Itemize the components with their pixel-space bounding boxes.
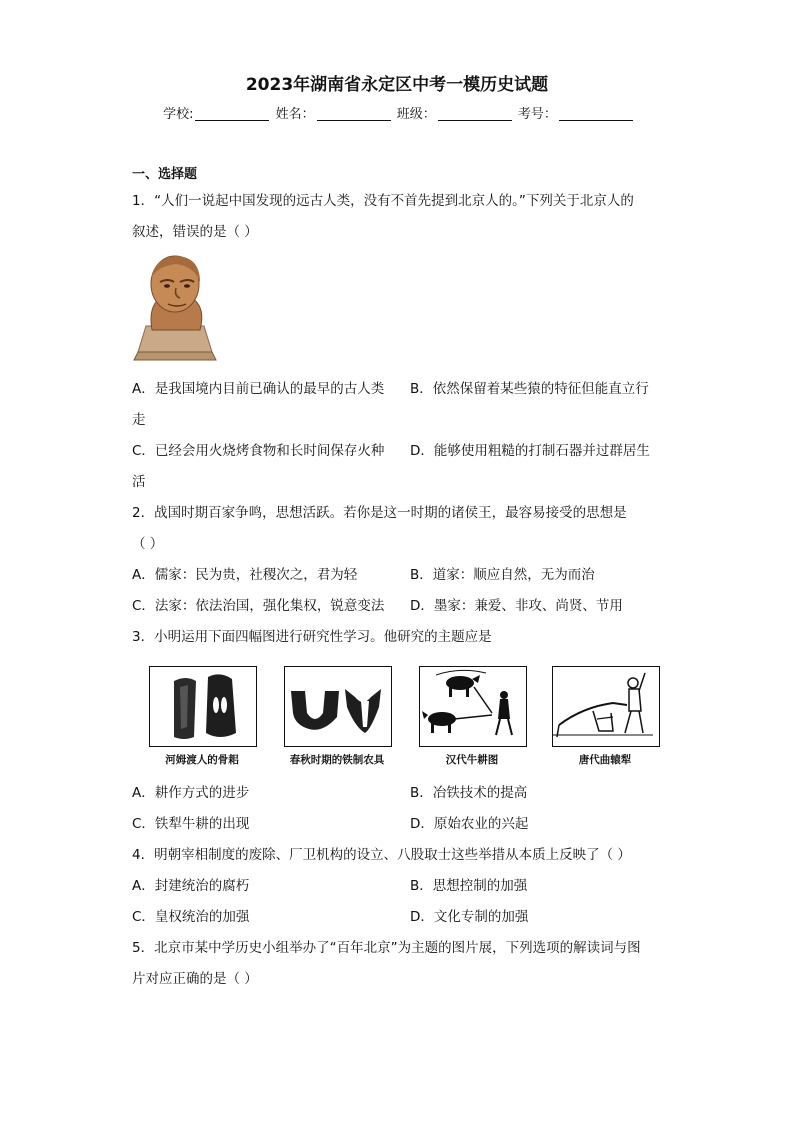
q4-stem-line1: 4．明朝宰相制度的废除、厂卫机构的设立、八股取士这些举措从本质上反映了（ ） [132, 847, 631, 863]
class-blank[interactable] [438, 106, 512, 121]
section-heading: 一、选择题 [132, 167, 198, 182]
q1-option-a[interactable]: A．是我国境内目前已确认的最早的古人类 [132, 381, 385, 397]
caption-iron-tools: 春秋时期的铁制农具 [289, 754, 385, 766]
q1-option-d-cont: 活 [132, 474, 146, 490]
q1-option-b-cont: 走 [132, 412, 146, 428]
q2-option-a[interactable]: A．儒家：民为贵，社稷次之，君为轻 [132, 567, 358, 583]
iron-tools-image [284, 666, 392, 747]
q3-option-a[interactable]: A．耕作方式的进步 [132, 785, 250, 801]
q3-stem-line1: 3．小明运用下面四幅图进行研究性学习。他研究的主题应是 [132, 629, 492, 645]
q2-option-b[interactable]: B．道家：顺应自然，无为而治 [410, 567, 595, 583]
page-title: 2023年湖南省永定区中考一模历史试题 [245, 75, 549, 95]
school-label: 学校: [163, 107, 194, 122]
q1-option-b[interactable]: B．依然保留着某些猿的特征但能直立行 [410, 381, 649, 397]
caption-bone-spade: 河姆渡人的骨耜 [165, 754, 239, 766]
exam-id-label: 考号： [517, 107, 557, 122]
q2-stem-line1: 2．战国时期百家争鸣，思想活跃。若你是这一时期的诸侯王，最容易接受的思想是 [132, 505, 627, 521]
q3-option-c[interactable]: C．铁犁牛耕的出现 [132, 816, 250, 832]
peking-man-bust-image [130, 252, 220, 362]
bone-spade-image [149, 666, 257, 747]
q4-option-d[interactable]: D．文化专制的加强 [410, 909, 529, 925]
caption-han-ox-plowing: 汉代牛耕图 [445, 754, 499, 766]
q2-option-d[interactable]: D．墨家：兼爱、非攻、尚贤、节用 [410, 598, 623, 614]
q5-stem-line2: 片对应正确的是（ ） [132, 971, 258, 987]
q3-option-b[interactable]: B．冶铁技术的提高 [410, 785, 528, 801]
q3-option-d[interactable]: D．原始农业的兴起 [410, 816, 529, 832]
q1-stem-line2: 叙述，错误的是（ ） [132, 224, 258, 240]
q1-option-c[interactable]: C．已经会用火烧烤食物和长时间保存火种 [132, 443, 385, 459]
student-info-row [0, 103, 794, 122]
q2-stem-line2: （ ） [132, 536, 164, 552]
name-label: 姓名： [275, 107, 315, 122]
q4-option-c[interactable]: C．皇权统治的加强 [132, 909, 250, 925]
name-blank[interactable] [317, 106, 391, 121]
q4-option-a[interactable]: A．封建统治的腐朽 [132, 878, 250, 894]
class-label: 班级： [396, 107, 436, 122]
caption-tang-curved-plow: 唐代曲辕犁 [578, 754, 632, 766]
q5-stem-line1: 5．北京市某中学历史小组举办了“百年北京”为主题的图片展，下列选项的解读词与图 [132, 940, 641, 956]
school-blank[interactable] [195, 106, 269, 121]
exam-id-blank[interactable] [559, 106, 633, 121]
tang-curved-plow-image [552, 666, 660, 747]
q4-option-b[interactable]: B．思想控制的加强 [410, 878, 528, 894]
han-ox-plowing-image [419, 666, 527, 747]
q2-option-c[interactable]: C．法家：依法治国，强化集权，锐意变法 [132, 598, 385, 614]
q1-stem-line1: 1．“人们一说起中国发现的远古人类，没有不首先提到北京人的。”下列关于北京人的 [132, 193, 634, 209]
q1-option-d[interactable]: D．能够使用粗糙的打制石器并过群居生 [410, 443, 650, 459]
